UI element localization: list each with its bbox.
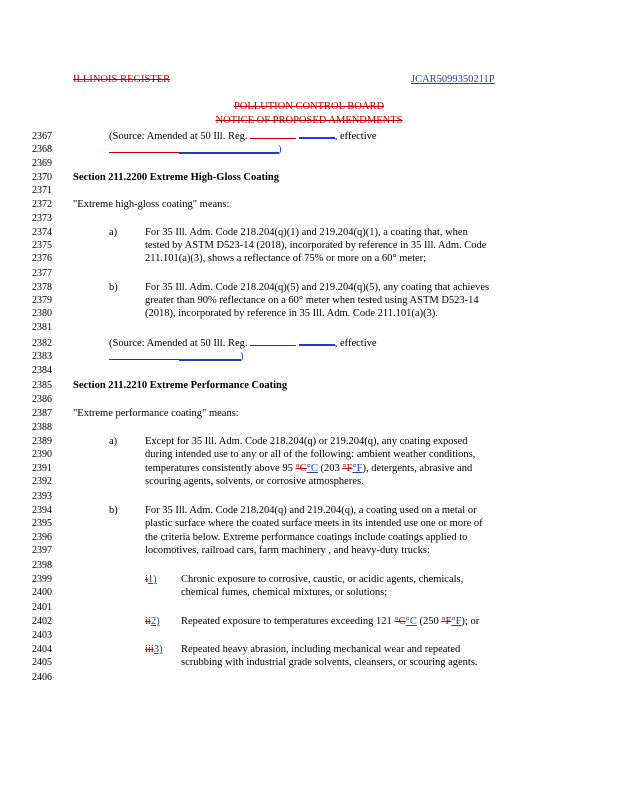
line-number: 2393 [32, 491, 52, 502]
deleted-unit: °C [394, 616, 406, 627]
line-number: 2389 [32, 436, 52, 447]
deleted-unit: °F [441, 616, 452, 627]
line-number: 2384 [32, 365, 52, 376]
blank-date-ins [179, 359, 241, 361]
line-number: 2400 [32, 587, 52, 598]
line-number: 2401 [32, 602, 52, 613]
line-number: 2391 [32, 463, 52, 474]
blank-reg [250, 345, 296, 346]
subsection-label-a: a) [109, 436, 118, 447]
line-number: 2385 [32, 380, 52, 391]
item-text-line: scrubbing with industrial grade solvents, cleansers, or scouring agents. [181, 657, 478, 668]
subsection-text-line: locomotives, railroad cars, farm machinery , and heavy-duty trucks: [145, 545, 430, 556]
source-prefix: (Source: Amended at 50 Ill. Reg. [109, 338, 251, 349]
agency-title: POLLUTION CONTROL BOARD [233, 101, 385, 112]
subsection-text-line: For 35 Ill. Adm. Code 218.204(q)(5) and 219.204(q)(5), any coating that achieves [145, 282, 490, 293]
line-number: 2388 [32, 422, 52, 433]
line-number: 2371 [32, 185, 52, 196]
source-close: ) [240, 351, 244, 362]
source-suffix: , effective [334, 131, 377, 142]
line-number: 2405 [32, 657, 52, 668]
subsection-text-line: tested by ASTM D523-14 (2018), incorporated by reference in 35 Ill. Adm. Code [145, 240, 487, 251]
subsection-text-line: 211.101(a)(3), shows a reflectance of 75% or more on a 60° meter; [145, 253, 427, 264]
item-text-line: chemical fumes, chemical mixtures, or solutions; [181, 587, 388, 598]
line-number: 2387 [32, 408, 52, 419]
notice-title: NOTICE OF PROPOSED AMENDMENTS [215, 115, 403, 126]
line-number: 2395 [32, 518, 52, 529]
deleted-unit: °F [342, 463, 353, 474]
source-note-1 [109, 130, 377, 143]
subsection-label-a: a) [109, 227, 118, 238]
line-number: 2386 [32, 394, 52, 405]
definition-intro-2200: "Extreme high-gloss coating" means: [73, 199, 230, 210]
subsection-text-line: plastic surface where the coated surface meets in its intended use one or more of [145, 518, 483, 529]
source-prefix: (Source: Amended at 50 Ill. Reg. [109, 131, 251, 142]
line-number: 2392 [32, 476, 52, 487]
subsection-text-line: Except for 35 Ill. Adm. Code 218.204(q) or 219.204(q), any coating exposed [145, 436, 468, 447]
line-number: 2376 [32, 253, 52, 264]
source-note-2 [109, 337, 377, 350]
line-number: 2399 [32, 574, 52, 585]
inserted-unit: °C [306, 463, 318, 474]
definition-intro-2210: "Extreme performance coating" means: [73, 408, 239, 419]
section-heading-2200: Section 211.2200 Extreme High-Gloss Coating [73, 172, 280, 183]
line-number: 2381 [32, 322, 52, 333]
subsection-text-line: scouring agents, solvents, or corrosive atmospheres. [145, 476, 364, 487]
subsection-text-line: greater than 90% reflectance on a 60° meter when tested using ASTM D523-14 [145, 295, 479, 306]
subsection-label-b: b) [109, 282, 118, 293]
item-label-1: i1) [145, 574, 157, 585]
item-text-line: Chronic exposure to corrosive, caustic, or acidic agents, chemicals, [181, 574, 464, 585]
subsection-text-line: during intended use to any or all of the following: ambient weather conditions, [145, 449, 476, 460]
source-suffix: , effective [334, 338, 377, 349]
item-label-2: ii2) [145, 616, 160, 627]
inserted-unit: °C [405, 616, 417, 627]
line-number: 2372 [32, 199, 52, 210]
blank-reg-ins [299, 137, 335, 139]
line-number: 2377 [32, 268, 52, 279]
line-number: 2375 [32, 240, 52, 251]
line-number: 2396 [32, 532, 52, 543]
line-number: 2403 [32, 630, 52, 641]
subsection-text-line: the criteria below. Extreme performance coatings include coatings applied to [145, 532, 468, 543]
item-text-line-temps: Repeated exposure to temperatures exceeding 121 °C°C (250 °F°F); or [181, 616, 480, 627]
line-number: 2374 [32, 227, 52, 238]
subsection-text-line-temps: temperatures consistently above 95 °C°C (203 °F°F), detergents, abrasive and [145, 463, 473, 474]
line-number: 2368 [32, 144, 52, 155]
subsection-text-line: For 35 Ill. Adm. Code 218.204(q)(1) and 219.204(q)(1), a coating that, when [145, 227, 468, 238]
inserted-unit: °F [352, 463, 363, 474]
item-label-3: iii3) [145, 644, 163, 655]
line-number: 2370 [32, 172, 52, 183]
line-number: 2380 [32, 308, 52, 319]
line-number: 2406 [32, 672, 52, 683]
line-number: 2383 [32, 351, 52, 362]
blank-reg [250, 138, 296, 139]
register-title: ILLINOIS REGISTER [73, 74, 171, 85]
inserted-unit: °F [451, 616, 462, 627]
line-number: 2378 [32, 282, 52, 293]
line-number: 2398 [32, 560, 52, 571]
line-number: 2404 [32, 644, 52, 655]
line-number: 2397 [32, 545, 52, 556]
document-id: JCAR5099350211P [411, 74, 495, 85]
line-number: 2379 [32, 295, 52, 306]
blank-reg-ins [299, 344, 335, 346]
subsection-text-line: (2018), incorporated by reference in 35 Ill. Adm. Code 211.101(a)(3). [145, 308, 438, 319]
line-number: 2402 [32, 616, 52, 627]
section-heading-2210: Section 211.2210 Extreme Performance Coating [73, 380, 288, 391]
line-number: 2382 [32, 338, 52, 349]
subsection-label-b: b) [109, 505, 118, 516]
line-number: 2390 [32, 449, 52, 460]
deleted-unit: °C [295, 463, 307, 474]
line-number: 2373 [32, 213, 52, 224]
blank-date-del [109, 359, 179, 360]
line-number: 2369 [32, 158, 52, 169]
subsection-text-line: For 35 Ill. Adm. Code 218.204(q) and 219.204(q), a coating used on a metal or [145, 505, 477, 516]
line-number: 2367 [32, 131, 52, 142]
item-text-line: Repeated heavy abrasion, including mechanical wear and repeated [181, 644, 461, 655]
blank-date-del [109, 152, 179, 153]
blank-date-ins [179, 152, 279, 154]
source-close: ) [278, 144, 282, 155]
line-number: 2394 [32, 505, 52, 516]
